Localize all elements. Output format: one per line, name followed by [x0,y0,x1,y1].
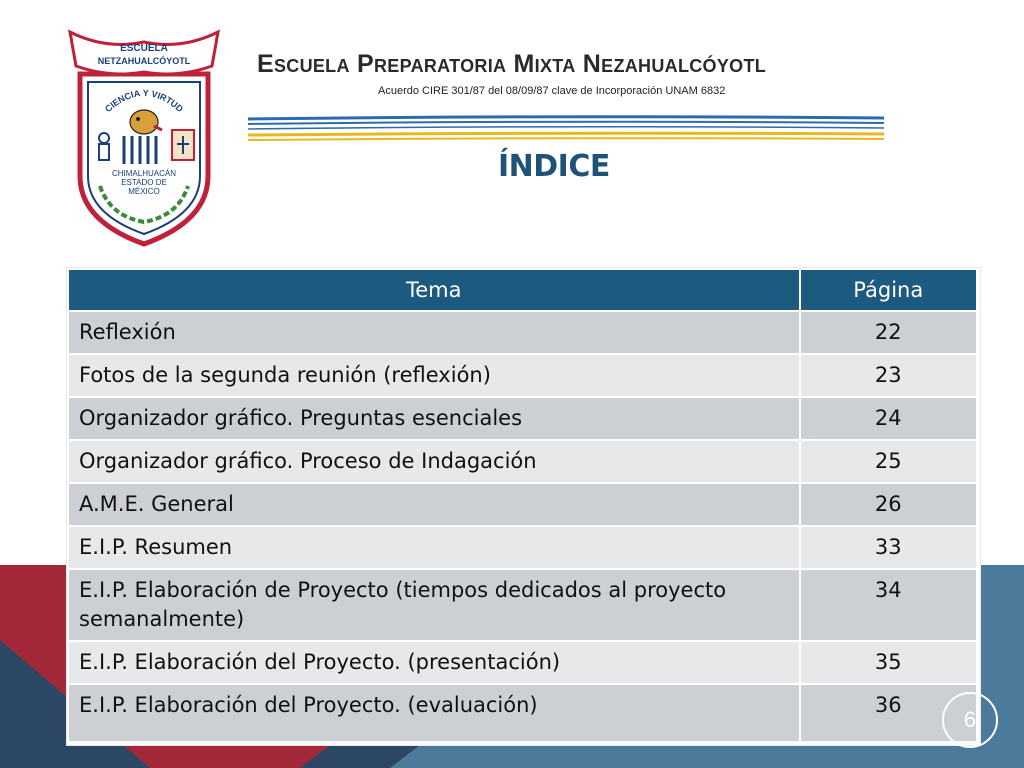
row-pagina: 23 [801,355,978,398]
row-tema: A.M.E. General [69,484,801,527]
row-pagina: 35 [801,642,978,685]
table-row [69,484,978,527]
header-tema: Tema [69,270,801,312]
row-pagina: 26 [801,484,978,527]
row-pagina: 22 [801,312,978,355]
table-row [69,398,978,441]
slide-number-badge: 6 [942,692,998,748]
school-shield-logo [66,26,222,248]
row-tema: Fotos de la segunda reunión (reflexión) [69,355,801,398]
logo-location-1: CHIMALHUACÁN [111,169,177,178]
logo-motto: CIENCIA Y VIRTUD [102,87,186,115]
header-pagina: Página [801,270,978,312]
table-row [69,570,978,642]
table-row [69,312,978,355]
row-pagina: 33 [801,527,978,570]
row-tema: E.I.P. Elaboración del Proyecto. (presentación) [69,642,801,685]
row-pagina: 36 [801,685,978,743]
school-name: Escuela Preparatoria Mixta Nezahualcóyotl [257,50,767,78]
table-row [69,527,978,570]
row-tema: E.I.P. Resumen [69,527,801,570]
table-row [69,355,978,398]
logo-banner-text: NETZAHUALCÓYOTL [97,56,191,66]
steel-bottom-band [380,745,1024,768]
logo-location-2: ESTADO DE [121,178,167,187]
row-tema: Organizador gráfico. Proceso de Indagación [69,441,801,484]
dog-head-icon [130,110,158,134]
row-tema: E.I.P. Elaboración del Proyecto. (evaluación) [69,685,801,743]
page-title: ÍNDICE [498,149,610,184]
table-row [69,685,978,743]
row-pagina: 25 [801,441,978,484]
logo-location-3: MÉXICO [128,187,160,196]
row-tema: E.I.P. Elaboración de Proyecto (tiempos dedicados al proyecto semanalmente) [69,570,801,642]
table-row [69,642,978,685]
table-header-row [69,270,978,312]
row-tema: Reflexión [69,312,801,355]
index-table [67,268,980,745]
table-row [69,441,978,484]
logo-top-text: ESCUELA [120,43,168,54]
agreement-line: Acuerdo CIRE 301/87 del 08/09/87 clave de Incorporación UNAM 6832 [378,85,726,97]
row-pagina: 24 [801,398,978,441]
row-tema: Organizador gráfico. Preguntas esenciales [69,398,801,441]
row-pagina: 34 [801,570,978,642]
header-stripes [246,113,886,145]
